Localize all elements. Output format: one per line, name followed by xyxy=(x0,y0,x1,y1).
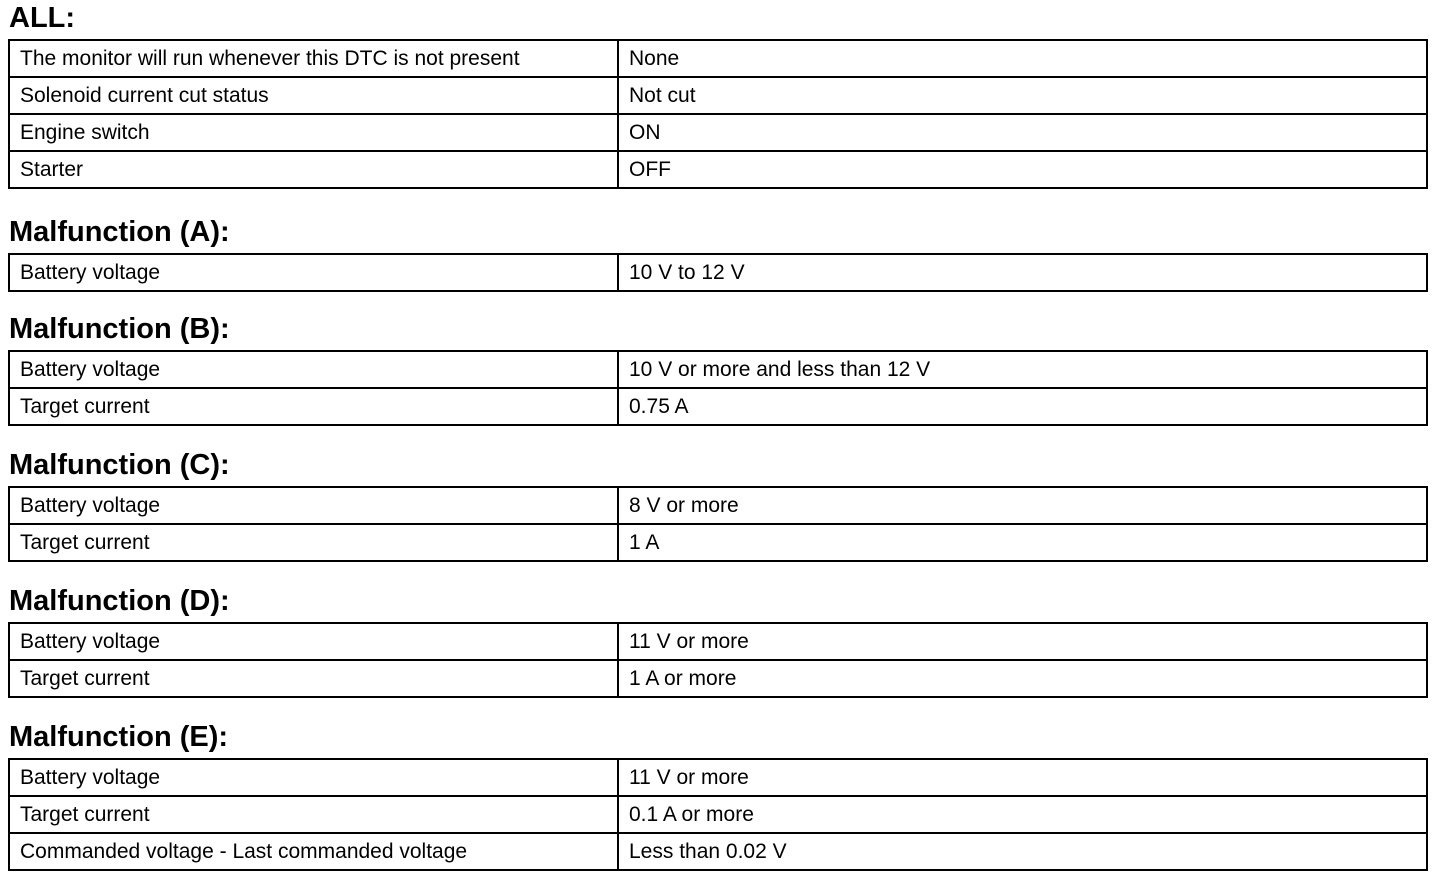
conditions-table-malfunction-b xyxy=(8,350,1428,426)
section-title-malfunction-a: Malfunction (A): xyxy=(9,216,230,248)
table-row xyxy=(9,351,1427,388)
conditions-table-all xyxy=(8,39,1428,189)
conditions-table-malfunction-e xyxy=(8,758,1428,871)
conditions-table-malfunction-a xyxy=(8,253,1428,292)
section-title-malfunction-d: Malfunction (D): xyxy=(9,585,230,617)
table-row xyxy=(9,623,1427,660)
table-row xyxy=(9,151,1427,188)
condition-cell: Target current xyxy=(9,388,618,425)
table-row xyxy=(9,796,1427,833)
value-cell: None xyxy=(618,40,1427,77)
condition-cell: Target current xyxy=(9,524,618,561)
table-row xyxy=(9,833,1427,870)
value-cell: 11 V or more xyxy=(618,623,1427,660)
table-row xyxy=(9,254,1427,291)
condition-cell: Target current xyxy=(9,660,618,697)
table-row xyxy=(9,524,1427,561)
section-title-malfunction-b: Malfunction (B): xyxy=(9,313,230,345)
conditions-table-malfunction-d xyxy=(8,622,1428,698)
value-cell: OFF xyxy=(618,151,1427,188)
value-cell: 10 V or more and less than 12 V xyxy=(618,351,1427,388)
value-cell: ON xyxy=(618,114,1427,151)
value-cell: 11 V or more xyxy=(618,759,1427,796)
value-cell: Not cut xyxy=(618,77,1427,114)
condition-cell: Battery voltage xyxy=(9,351,618,388)
table-row xyxy=(9,487,1427,524)
condition-cell: Battery voltage xyxy=(9,623,618,660)
table-row xyxy=(9,114,1427,151)
table-row xyxy=(9,388,1427,425)
table-row xyxy=(9,759,1427,796)
condition-cell: Battery voltage xyxy=(9,254,618,291)
value-cell: 8 V or more xyxy=(618,487,1427,524)
value-cell: 1 A or more xyxy=(618,660,1427,697)
condition-cell: Starter xyxy=(9,151,618,188)
condition-cell: Engine switch xyxy=(9,114,618,151)
value-cell: 0.75 A xyxy=(618,388,1427,425)
conditions-table-malfunction-c xyxy=(8,486,1428,562)
table-row xyxy=(9,77,1427,114)
condition-cell: Battery voltage xyxy=(9,487,618,524)
condition-cell: Battery voltage xyxy=(9,759,618,796)
condition-cell: Commanded voltage - Last commanded voltage xyxy=(9,833,618,870)
section-title-malfunction-c: Malfunction (C): xyxy=(9,449,230,481)
section-title-all: ALL: xyxy=(9,2,76,34)
value-cell: Less than 0.02 V xyxy=(618,833,1427,870)
condition-cell: Solenoid current cut status xyxy=(9,77,618,114)
value-cell: 1 A xyxy=(618,524,1427,561)
condition-cell: Target current xyxy=(9,796,618,833)
value-cell: 0.1 A or more xyxy=(618,796,1427,833)
condition-cell: The monitor will run whenever this DTC is not present xyxy=(9,40,618,77)
table-row xyxy=(9,660,1427,697)
table-row xyxy=(9,40,1427,77)
section-title-malfunction-e: Malfunction (E): xyxy=(9,721,229,753)
value-cell: 10 V to 12 V xyxy=(618,254,1427,291)
